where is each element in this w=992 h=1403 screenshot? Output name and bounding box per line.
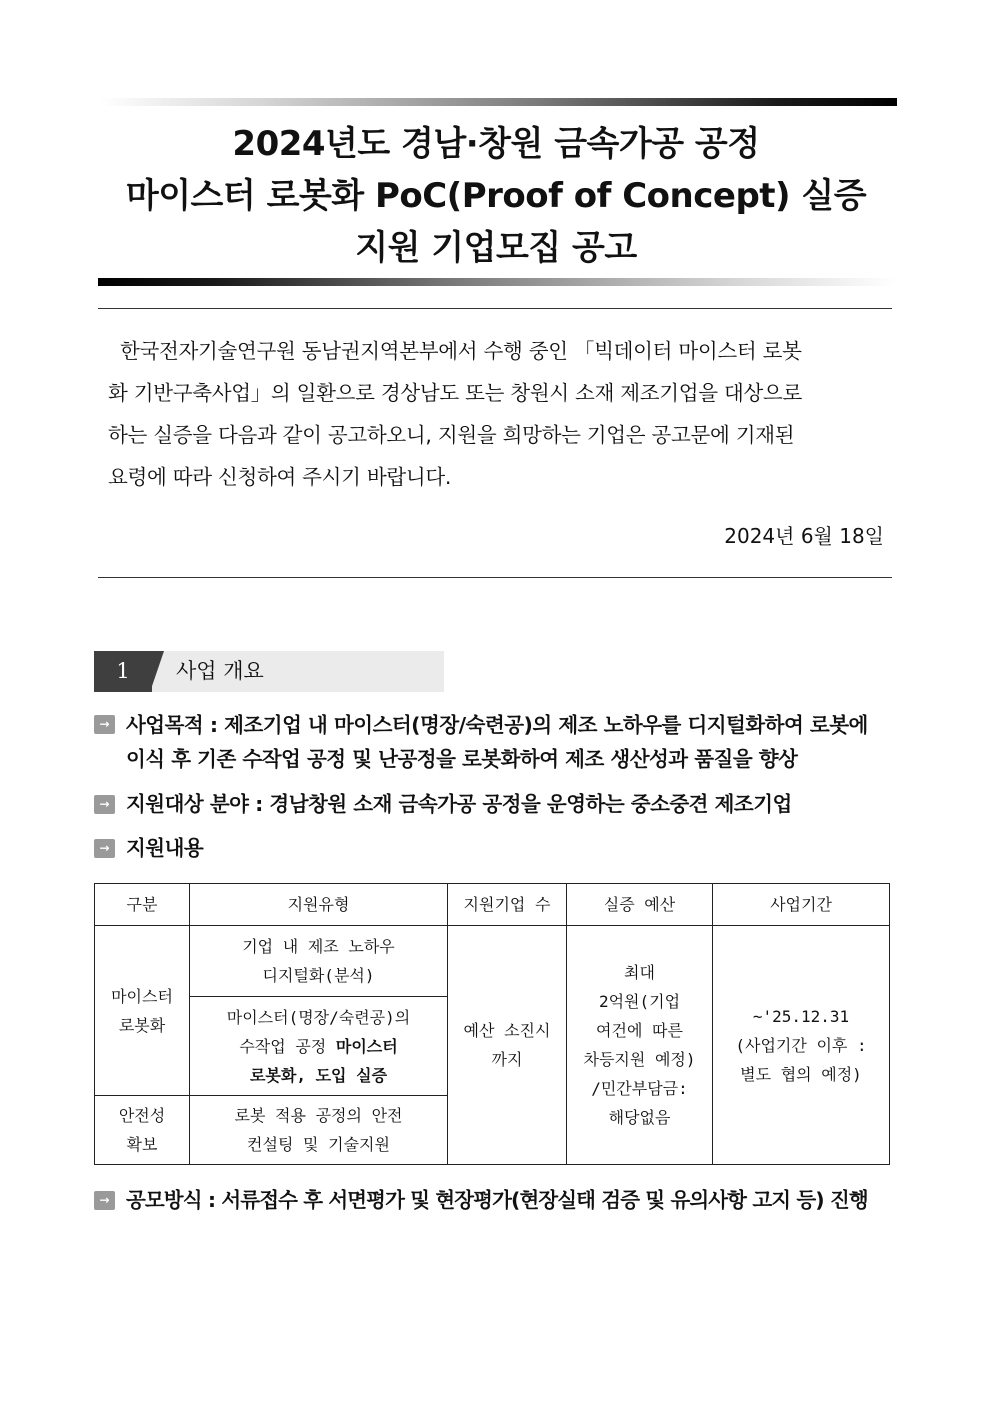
title-line-2: 마이스터 로봇화 PoC(Proof of Concept) 실증 bbox=[125, 176, 867, 216]
notice-date: 2024년 6월 18일 bbox=[724, 524, 884, 548]
arrow-right-icon: → bbox=[94, 1191, 115, 1210]
title-bottom-rule bbox=[98, 278, 895, 286]
arrow-right-icon: → bbox=[94, 715, 115, 734]
title-line-3: 지원 기업모집 공고 bbox=[355, 228, 637, 268]
bullet-target: 지원대상 분야 : 경남창원 소재 금속가공 공정을 운영하는 중소중견 제조기업 bbox=[126, 792, 792, 816]
type-cell-text: 마이스터(명장/숙련공)의 수작업 공정 bbox=[226, 1007, 411, 1056]
intro-line: 하는 실증을 다음과 같이 공고하오니, 지원을 희망하는 기업은 공고문에 기재된 bbox=[108, 423, 795, 447]
category-cell: 안전성 확보 bbox=[95, 1096, 190, 1165]
support-table bbox=[94, 883, 890, 1165]
type-cell: 로봇 적용 공정의 안전 컨설팅 및 기술지원 bbox=[190, 1096, 448, 1165]
company-count-cell: 예산 소진시 까지 bbox=[448, 926, 567, 1165]
table-header: 지원기업 수 bbox=[448, 884, 567, 926]
title-top-rule bbox=[100, 98, 897, 106]
intro-line: 요령에 따라 신청하여 주시기 바랍니다. bbox=[108, 465, 452, 489]
bullet-content: 지원내용 bbox=[126, 836, 204, 860]
table-row bbox=[95, 926, 890, 997]
budget-cell: 최대 2억원(기업 여건에 따른 차등지원 예정) /민간부담금: 해당없음 bbox=[567, 926, 713, 1165]
intro-paragraph bbox=[108, 330, 886, 498]
arrow-right-icon: → bbox=[94, 839, 115, 858]
arrow-right-icon: → bbox=[94, 795, 115, 814]
category-cell: 마이스터 로봇화 bbox=[95, 926, 190, 1096]
bullet-purpose-cont: 이식 후 기존 수작업 공정 및 난공정을 로봇화하여 제조 생산성과 품질을 향상 bbox=[126, 747, 798, 771]
period-cell: ~'25.12.31 (사업기간 이후 : 별도 협의 예정) bbox=[713, 926, 890, 1165]
table-header: 실증 예산 bbox=[567, 884, 713, 926]
divider bbox=[98, 577, 892, 578]
table-header: 지원유형 bbox=[190, 884, 448, 926]
type-cell-bold: 마이스터 로봇화, 도입 실증 bbox=[249, 1036, 398, 1085]
intro-line: 한국전자기술연구원 동남권지역본부에서 수행 중인 「빅데이터 마이스터 로봇 bbox=[120, 339, 802, 363]
bullet-purpose: 사업목적 : 제조기업 내 마이스터(명장/숙련공)의 제조 노하우를 디지털화하여 로봇에 bbox=[126, 713, 868, 737]
type-cell bbox=[190, 997, 448, 1096]
intro-line: 화 기반구축사업」의 일환으로 경상남도 또는 창원시 소재 제조기업을 대상으로 bbox=[108, 381, 803, 405]
bullet-method: 공모방식 : 서류접수 후 서면평가 및 현장평가(현장실태 검증 및 유의사항 고지 등) 진행 bbox=[126, 1188, 868, 1212]
type-cell: 기업 내 제조 노하우 디지털화(분석) bbox=[190, 926, 448, 997]
section-header-slant bbox=[150, 651, 164, 692]
title-line-1: 2024년도 경남·창원 금속가공 공정 bbox=[232, 124, 760, 164]
divider bbox=[98, 308, 892, 309]
table-header: 구분 bbox=[95, 884, 190, 926]
section-number: 1 bbox=[94, 651, 152, 692]
table-header: 사업기간 bbox=[713, 884, 890, 926]
table-header-row bbox=[95, 884, 890, 926]
section-title: 사업 개요 bbox=[176, 659, 264, 683]
